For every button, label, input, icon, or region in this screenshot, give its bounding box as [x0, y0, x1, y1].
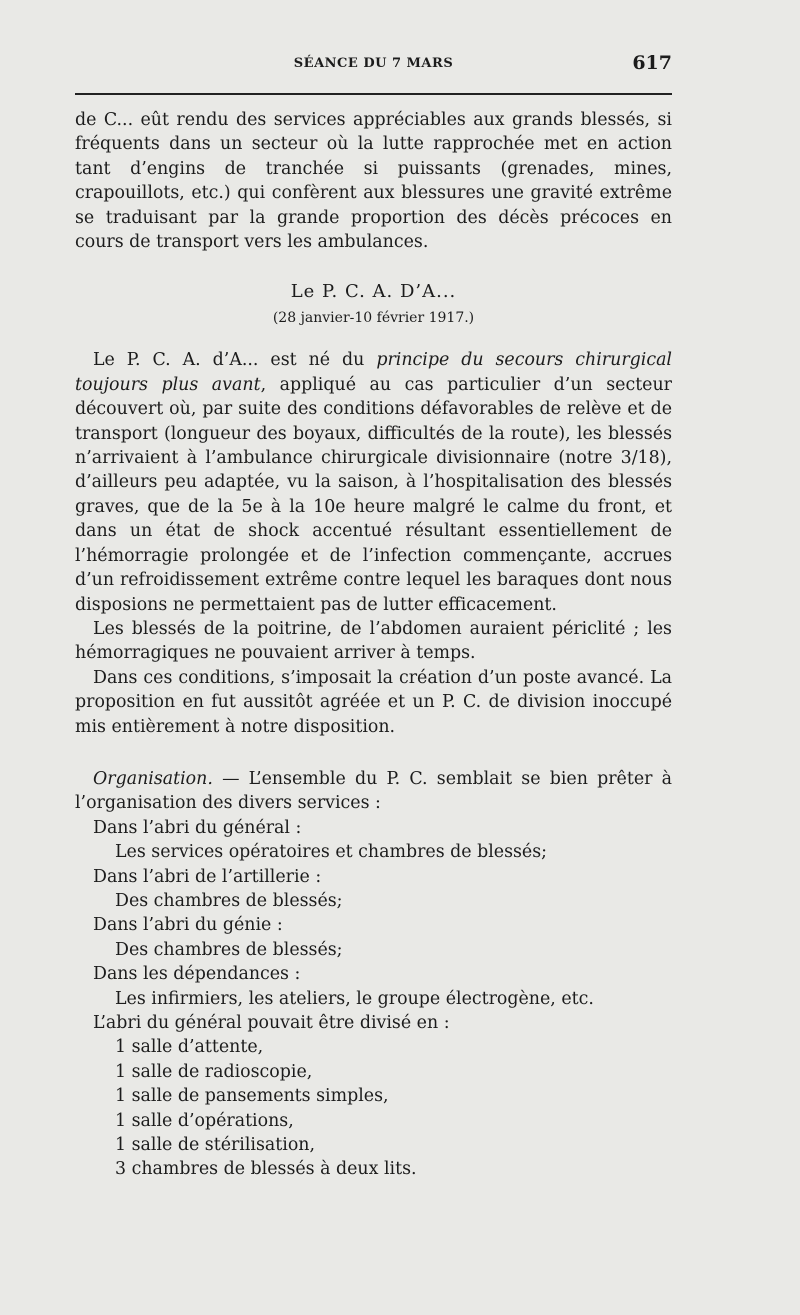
shelter-content: Des chambres de blessés; [115, 939, 343, 960]
section-date: (28 janvier-10 février 1917.) [272, 310, 475, 327]
organisation-text: — L’ensemble du P. C. semblait se bien prêter à l’organisation des divers services : [75, 768, 672, 814]
shelter-name: Dans l’abri du général : [93, 817, 302, 838]
paragraph-principle-lead: Le P. C. A. d’A... est né du [93, 350, 377, 371]
division-intro: L’abri du général pouvait être divisé en : [93, 1013, 450, 1033]
paragraph-principle-emphasis: principe du secours chirurgical toujours plus avant [75, 350, 672, 395]
page-number: 617 [632, 52, 672, 74]
shelter-name: Dans l’abri du génie : [93, 915, 283, 936]
shelter-name: Dans les dépendances : [93, 964, 301, 985]
organisation-label: Organisation. [93, 768, 213, 789]
room-item: 1 salle d’opérations, [115, 1110, 294, 1131]
organisation-paragraph [75, 767, 672, 816]
room-item: 1 salle de pansements simples, [115, 1086, 389, 1107]
shelter-list [75, 816, 672, 1011]
room-list [75, 1035, 672, 1181]
paragraph-continuation: de C... eût rendu des services appréciables aux grands blessés, si fréquents dans un secteur où la lutte rapprochée met en action tant d’engins de tranchée si puissants (grenades, mines, crapouillots, etc.) qui confèrent aux blessures une gravité extrême se traduisant par la grande proportion des décès précoces en cours de transport vers les ambulances. [75, 110, 672, 253]
shelter-content: Les infirmiers, les ateliers, le groupe électrogène, etc. [115, 988, 594, 1009]
room-item: 1 salle de stérilisation, [115, 1135, 316, 1156]
room-item: 1 salle d’attente, [115, 1037, 264, 1058]
room-item: 1 salle de radioscopie, [115, 1061, 313, 1082]
header-rule [75, 93, 672, 95]
paragraph-principle-rest: , appliqué au cas particulier d’un secteur découvert où, par suite des conditions défavorables de relève et de transport (longueur des boyaux, difficultés de la route), les blessés n’arrivaient à l’ambulance chirurgicale divisionnaire (notre 3/18), d’ailleurs peu adaptée, vu la saison, à l’hospitalisation des blessés graves, que de la 5e à la 10e heure malgré le calme du front, et dans un état de shock accentué résultant essentiellement de l’hémorragie prolongée et de l’infection commençante, accrues d’un refroidissement extrême contre lequel les baraques dont nous disposions ne permettaient pas de lutter efficacement. [75, 374, 672, 615]
page-body [75, 108, 672, 1182]
shelter-content: Les services opératoires et chambres de blessés; [115, 842, 548, 863]
shelter-name: Dans l’abri de l’artillerie : [93, 866, 322, 887]
paragraph-conditions: Dans ces conditions, s’imposait la création d’un poste avancé. La proposition en fut aussitôt agréée et un P. C. de division inoccupé mis entièrement à notre disposition. [75, 667, 672, 737]
room-item: 3 chambres de blessés à deux lits. [115, 1159, 417, 1180]
running-title: SÉANCE DU 7 MARS [293, 56, 454, 71]
paragraph-wounded: Les blessés de la poitrine, de l’abdomen auraient périclité ; les hémorragiques ne pouvaient arriver à temps. [75, 618, 672, 664]
paragraph-principle [75, 348, 672, 616]
running-header [75, 52, 672, 76]
shelter-content: Des chambres de blessés; [115, 890, 343, 911]
section-title: Le P. C. A. D’A... [290, 281, 457, 303]
